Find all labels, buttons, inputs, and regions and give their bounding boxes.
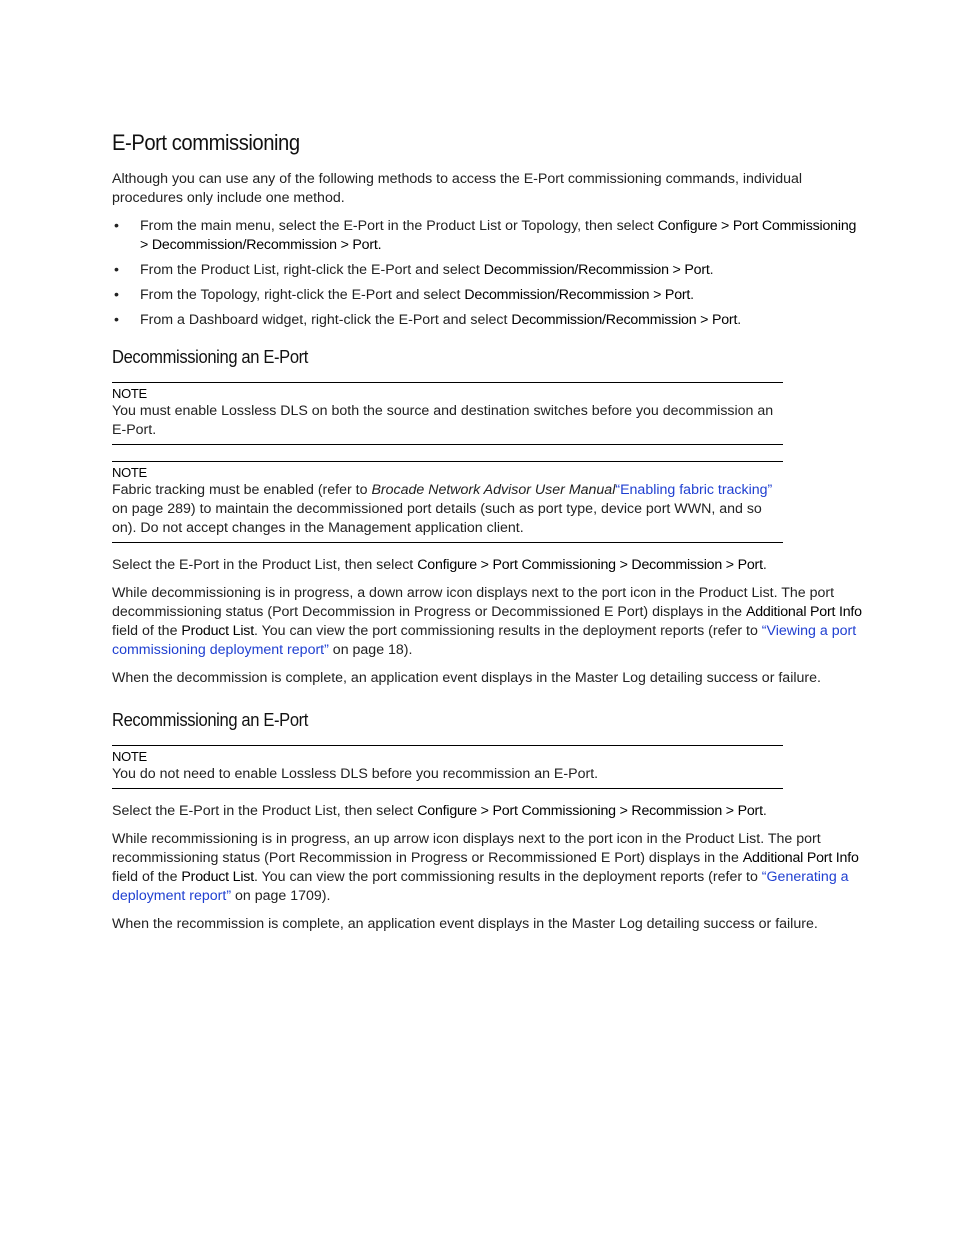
field-name: Additional Port Info bbox=[742, 850, 859, 866]
manual-title: Brocade Network Advisor User Manual bbox=[371, 482, 616, 498]
note-text: You do not need to enable Lossless DLS before you recommission an E-Port. bbox=[112, 766, 599, 782]
decommission-progress-paragraph: While decommissioning is in progress, a down arrow icon displays next to the port icon in the Product List. The port decommissioning status (Port Decommission in Progress or Decommissioned E Port) displays in the Additional Port Info field of the Product List. You can view the port commissioning results in the deployment reports (refer to “Viewing a port commissioning deployment report” on page 18). bbox=[112, 585, 862, 658]
recommission-complete-paragraph: When the recommission is complete, an application event displays in the Master Log detailing success or failure. bbox=[112, 916, 818, 932]
note-box bbox=[112, 745, 783, 789]
note-box bbox=[112, 461, 783, 543]
link-viewing-deployment-report[interactable]: “Viewing a port commissioning deployment report” bbox=[112, 623, 857, 658]
menu-path: Decommission/Recommission > Port bbox=[483, 262, 710, 278]
menu-path: Configure > Port Commissioning > Decommission > Port bbox=[417, 557, 763, 573]
bullet-icon: • bbox=[114, 312, 119, 328]
recommission-select-paragraph: Select the E-Port in the Product List, then select Configure > Port Commissioning > Recommission > Port. bbox=[112, 803, 767, 819]
menu-path: Configure > Port Commissioning > Decommission/Recommission > Port. bbox=[140, 218, 857, 253]
document-page bbox=[112, 130, 868, 943]
link-enabling-fabric-tracking[interactable]: “Enabling fabric tracking” bbox=[615, 482, 773, 498]
note-text: You must enable Lossless DLS on both the source and destination switches before you decommission an E-Port. bbox=[112, 403, 774, 438]
note-box bbox=[112, 382, 783, 445]
note-label: NOTE bbox=[112, 386, 147, 401]
bullet-icon: • bbox=[114, 287, 119, 303]
field-name: Additional Port Info bbox=[745, 604, 862, 620]
bullet-icon: • bbox=[114, 218, 119, 234]
list-item: • From the Product List, right-click the E-Port and select Decommission/Recommission > Port. bbox=[114, 262, 714, 278]
decommission-complete-paragraph: When the decommission is complete, an application event displays in the Master Log detailing success or failure. bbox=[112, 670, 821, 686]
decommission-select-paragraph: Select the E-Port in the Product List, then select Configure > Port Commissioning > Decommission > Port. bbox=[112, 557, 767, 573]
menu-path: Configure > Port Commissioning > Recommission > Port bbox=[417, 803, 763, 819]
section-heading-decommission: Decommissioning an E-Port bbox=[112, 347, 309, 367]
link-generating-deployment-report[interactable]: “Generating a deployment report” bbox=[112, 869, 849, 904]
note-label: NOTE bbox=[112, 465, 147, 480]
menu-path: Decommission/Recommission > Port bbox=[464, 287, 691, 303]
field-name: Product List bbox=[181, 869, 254, 885]
list-item: • From the main menu, select the E-Port in the Product List or Topology, then select Configure > Port Commissioning > Decommission/Recommission > Port. bbox=[114, 218, 857, 253]
menu-path: Decommission/Recommission > Port bbox=[511, 312, 738, 328]
note-label: NOTE bbox=[112, 749, 147, 764]
section-heading-recommission: Recommissioning an E-Port bbox=[112, 710, 309, 730]
note-text: Fabric tracking must be enabled (refer to Brocade Network Advisor User Manual“Enabling fabric tracking” on page 289) to maintain the decommissioned port details (such as port type, device port WWN, and so on). Do not accept changes in the Management application client. bbox=[112, 482, 773, 536]
list-item: • From a Dashboard widget, right-click the E-Port and select Decommission/Recommission > Port. bbox=[114, 312, 742, 328]
list-item: • From the Topology, right-click the E-Port and select Decommission/Recommission > Port. bbox=[114, 287, 695, 303]
access-methods-list bbox=[112, 217, 868, 330]
field-name: Product List bbox=[181, 623, 254, 639]
bullet-icon: • bbox=[114, 262, 119, 278]
page-title: E-Port commissioning bbox=[112, 130, 300, 155]
recommission-progress-paragraph: While recommissioning is in progress, an up arrow icon displays next to the port icon in the Product List. The port recommissioning status (Port Recommission in Progress or Recommissioned E Port) displays in the Additional Port Info field of the Product List. You can view the port commissioning results in the deployment reports (refer to “Generating a deployment report” on page 1709). bbox=[112, 831, 859, 904]
intro-paragraph: Although you can use any of the following methods to access the E-Port commissioning commands, individual procedures only include one method. bbox=[112, 171, 803, 206]
